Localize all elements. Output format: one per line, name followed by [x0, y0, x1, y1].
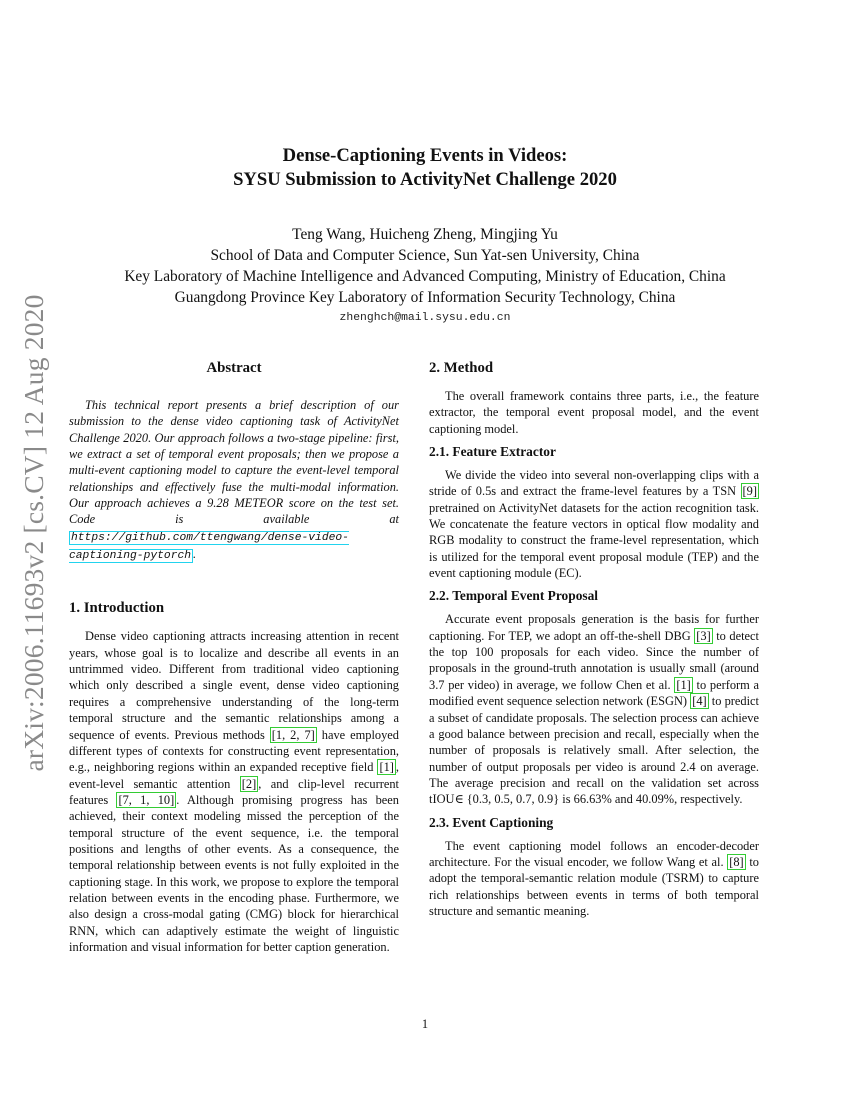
event-captioning-paragraph: The event captioning model follows an encoder-decoder architecture. For the visual encoder, we follow Wang et al. [8] to adopt the temporal-semantic relation module (TSRM) to capture rich relationships between events in terms of both temporal structure and semantic meaning.: [429, 838, 759, 918]
citation-link[interactable]: [1, 2, 7]: [271, 727, 315, 742]
page-number: 1: [421, 1017, 429, 1031]
citation-link[interactable]: [9]: [742, 484, 757, 499]
temporal-event-proposal-heading: 2.2. Temporal Event Proposal: [429, 588, 599, 604]
citation-link[interactable]: [2]: [241, 776, 257, 791]
author-email[interactable]: zhenghch@mail.sysu.edu.cn: [339, 312, 511, 324]
feature-extractor-paragraph: We divide the video into several non-overlapping clips with a stride of 0.5s and extract the frame-level features by a TSN [9] pretrained on ActivityNet datasets for the action recognition task. We concatenate the feature vectors in optical flow modality and RGB modality to construct the frame-level representation, which is utilized for the temporal event proposal module (TEP) and the event captioning module (EC).: [429, 468, 759, 581]
affiliation-3: Guangdong Province Key Laboratory of Information Security Technology, China: [174, 289, 676, 306]
temporal-event-proposal-paragraph: Accurate event proposals generation is the basis for further captioning. For TEP, we adopt an off-the-shell DBG [3] to detect the top 100 proposals for each video. Since the number of proposals in the ground-truth annotation is usually small (around 3.7 per video) in average, we follow Chen et al. [1] to perform a modified event sequence selection network (ESGN) [4] to predict a subset of candidate proposals. The selection process can achieve a good balance between precision and recall, especially when the number of proposals is relatively small. After selection, the number of output proposals per video is around 2.4 on average. The average precision and recall on the validation set across tIOU∈ {0.3, 0.5, 0.7, 0.9} is 66.63% and 40.09%, respectively.: [429, 612, 759, 807]
introduction-heading: 1. Introduction: [69, 600, 165, 617]
abstract-body: This technical report presents a brief description of our submission to the dense video captioning task of ActivityNet Challenge 2020. Our approach follows a two-stage pipeline: first, we extract a set of temporal event proposals; then we propose a multi-event captioning model to capture the event-level temporal relationships and effectively fuse the multi-modal information. Our approach achieves a 9.28 METEOR score on the test set. Code is available at https://github.com/ttengwang/dense-video-captioning-pytorch .: [69, 398, 399, 563]
citation-link[interactable]: [4]: [692, 694, 707, 709]
feature-extractor-heading: 2.1. Feature Extractor: [429, 444, 556, 460]
title-line-2: SYSU Submission to ActivityNet Challenge 2020: [233, 169, 617, 190]
citation-link[interactable]: [7, 1, 10]: [118, 792, 175, 807]
affiliation-1: School of Data and Computer Science, Sun Yat-sen University, China: [210, 247, 640, 264]
code-link[interactable]: https://github.com/ttengwang/dense-video-captioning-pytorch: [69, 531, 349, 563]
author-names: Teng Wang, Huicheng Zheng, Mingjing Yu: [292, 226, 558, 243]
citation-link[interactable]: [3]: [696, 628, 711, 643]
arxiv-stamp: arXiv:2006.11693v2 [cs.CV] 12 Aug 2020: [18, 293, 49, 772]
paper-title: [0, 144, 850, 192]
left-column: [69, 358, 399, 959]
method-intro: The overall framework contains three parts, i.e., the feature extractor, the temporal event proposal model, and the event captioning model.: [429, 389, 759, 436]
affiliation-2: Key Laboratory of Machine Intelligence and Advanced Computing, Ministry of Education, China: [124, 268, 726, 285]
event-captioning-heading: 2.3. Event Captioning: [429, 814, 554, 830]
introduction-paragraph: Dense video captioning attracts increasing attention in recent years, whose goal is to localize and describe all events in an untrimmed video. Different from traditional video captioning which only described a single event, dense video captioning requires a comprehensive understanding of the long-term temporal structure and the semantic relationships among a sequence of events. Previous methods [1, 2, 7] have employed different types of contexts for constructing event representation, e.g., neighboring regions within an expanded receptive field [1] , event-level semantic attention [2] , and clip-level recurrent features [7, 1, 10] . Although promising progress has been achieved, their context modeling missed the perception of the temporal structure of the event sequence, i.e. the temporal positions and lengths of other events. As a consequence, the temporal relationship between events is not fully exploited in the captioning stage. In this work, we propose to explore the temporal relation between events in the encoding phase. Furthermore, we also design a cross-modal gating (CMG) block for hierarchical RNN, which can adaptively estimate the weight of linguistic information and visual information for better caption generation.: [69, 629, 399, 954]
method-heading: 2. Method: [429, 360, 494, 376]
title-line-1: Dense-Captioning Events in Videos:: [282, 145, 568, 166]
citation-link[interactable]: [1]: [379, 760, 394, 775]
citation-link[interactable]: [1]: [676, 677, 691, 692]
author-block: [0, 224, 850, 326]
citation-link[interactable]: [8]: [729, 854, 744, 869]
right-column: [429, 358, 759, 923]
abstract-heading: Abstract: [206, 360, 262, 376]
